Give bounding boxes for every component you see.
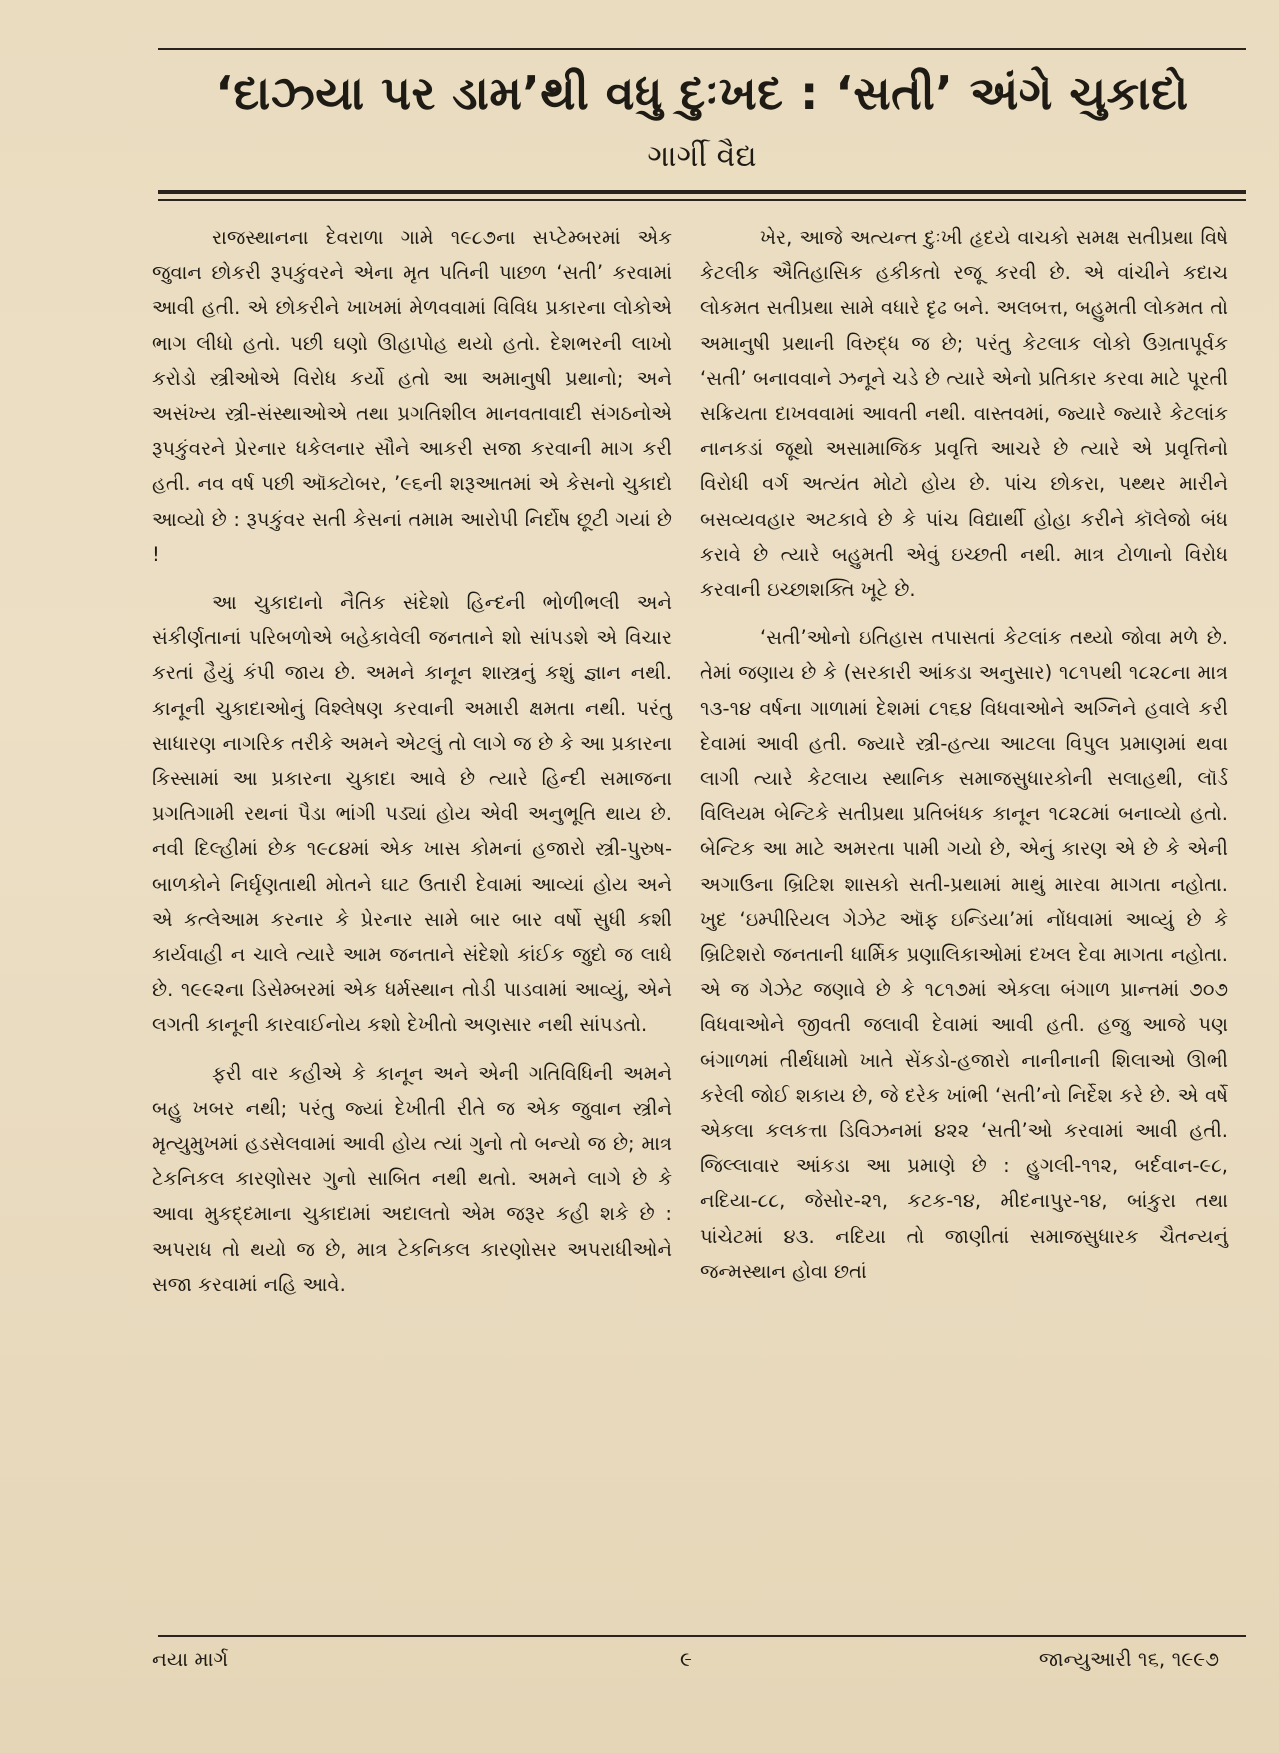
- issue-date: જાન્યુઆરી ૧૬, ૧૯૯૭: [1038, 1647, 1219, 1671]
- right-column: [700, 220, 1228, 1302]
- page-number: ૯: [680, 1647, 692, 1671]
- paragraph: ખેર, આજે અત્યન્ત દુઃખી હૃદયે વાચકો સમક્ષ સતીપ્રથા વિષે કેટલીક ઐતિહાસિક હકીકતો રજૂ કરવી છે. એ વાંચીને કદાચ લોકમત સતીપ્રથા સામે વધારે દૃઢ બને. અલબત્ત, બહુમતી લોકમત તો અમાનુષી પ્રથાની વિરુદ્ધ જ છે; પરંતુ કેટલાક લોકો ઉગ્રતાપૂર્વક ‘સતી’ બનાવવાને ઝનૂને ચડે છે ત્યારે એનો પ્રતિકાર કરવા માટે પૂરતી સક્રિયતા દાખવવામાં આવતી નથી. વાસ્તવમાં, જ્યારે જ્યારે કેટલાંક નાનકડાં જૂથો અસામાજિક પ્રવૃત્તિ આચરે છે ત્યારે એ પ્રવૃત્તિનો વિરોધી વર્ગ અત્યંત મોટો હોય છે. પાંચ છોકરા, પથ્થર મારીને બસવ્યવહાર અટકાવે છે કે પાંચ વિદ્યાર્થી હોહા કરીને કૉલેજો બંધ કરાવે છે ત્યારે બહુમતી એવું ઇચ્છતી નથી. માત્ર ટોળાનો વિરોધ કરવાની ઇચ્છાશક્તિ ખૂટે છે.: [700, 226, 1228, 602]
- paragraph: રાજસ્થાનના દેવરાળા ગામે ૧૯૮૭ના સપ્ટેમ્બરમાં એક જુવાન છોકરી રૂપકુંવરને એના મૃત પતિની પાછળ ‘સતી’ કરવામાં આવી હતી. એ છોકરીને ખાખમાં મેળવવામાં વિવિધ પ્રકારના લોકોએ ભાગ લીધો હતો. પછી ઘણો ઊહાપોહ થયો હતો. દેશભરની લાખો કરોડો સ્ત્રીઓએ વિરોધ કર્યો હતો આ અમાનુષી પ્રથાનો; અને અસંખ્ય સ્ત્રી-સંસ્થાઓએ તથા પ્રગતિશીલ માનવતાવાદી સંગઠનોએ રૂપકુંવરને પ્રેરનાર ધકેલનાર સૌને આકરી સજા કરવાની માગ કરી હતી. નવ વર્ષ પછી ઑક્ટોબર, ’૯૬ની શરૂઆતમાં એ કેસનો ચુકાદો આવ્યો છે : રૂપકુંવર સતી કેસનાં તમામ આરોપી નિર્દોષ છૂટી ગયાં છે !: [152, 226, 672, 566]
- footer-rule: [158, 1635, 1246, 1637]
- publication-name: નયા માર્ગ: [152, 1647, 229, 1671]
- article-byline: ગાર્ગી વૈદ્ય: [647, 139, 757, 174]
- header-rule-thin: [158, 199, 1246, 201]
- left-column: [152, 220, 672, 1315]
- paragraph: આ ચુકાદાનો નૈતિક સંદેશો હિન્દની ભોળીભલી અને સંકીર્ણતાનાં પરિબળોએ બહેકાવેલી જનતાને શો સાંપડશે એ વિચાર કરતાં હૈયું કંપી જાય છે. અમને કાનૂન શાસ્ત્રનું કશું જ્ઞાન નથી. કાનૂની ચુકાદાઓનું વિશ્લેષણ કરવાની અમારી ક્ષમતા નથી. પરંતુ સાધારણ નાગરિક તરીકે અમને એટલું તો લાગે જ છે કે આ પ્રકારના કિસ્સામાં આ પ્રકારના ચુકાદા આવે છે ત્યારે હિન્દી સમાજના પ્રગતિગામી રથનાં પૈડા ભાંગી પડ્યાં હોય એવી અનુભૂતિ થાય છે. નવી દિલ્હીમાં છેક ૧૯૮૪માં એક ખાસ કોમનાં હજારો સ્ત્રી-પુરુષ-બાળકોને નિર્ઘૃણતાથી મોતને ઘાટ ઉતારી દેવામાં આવ્યાં હોય અને એ કત્લેઆમ કરનાર કે પ્રેરનાર સામે બાર બાર વર્ષો સુધી કશી કાર્યવાહી ન ચાલે ત્યારે આમ જનતાને સંદેશો કાંઈક જુદો જ લાધે છે. ૧૯૯૨ના ડિસેમ્બરમાં એક ધર્મસ્થાન તોડી પાડવામાં આવ્યું, એને લગતી કાનૂની કારવાઈનોય કશો દેખીતો અણસાર નથી સાંપડતો.: [152, 591, 672, 1037]
- article-headline: ‘દાઝ્યા પર ડામ’થી વધુ દુઃખદ : ‘સતી’ અંગે ચુકાદો: [215, 66, 1189, 120]
- top-rule: [158, 48, 1246, 50]
- header-rule-thick: [158, 190, 1246, 194]
- paragraph: ફરી વાર કહીએ કે કાનૂન અને એની ગતિવિધિની અમને બહુ ખબર નથી; પરંતુ જ્યાં દેખીતી રીતે જ એક જુવાન સ્ત્રીને મૃત્યુમુખમાં હડસેલવામાં આવી હોય ત્યાં ગુનો તો બન્યો જ છે; માત્ર ટેકનિકલ કારણોસર ગુનો સાબિત નથી થતો. અમને લાગે છે કે આવા મુકદ્દમાના ચુકાદામાં અદાલતો એમ જરૂર કહી શકે છે : અપરાધ તો થયો જ છે, માત્ર ટેકનિકલ કારણોસર અપરાધીઓને સજા કરવામાં નહિ આવે.: [152, 1061, 672, 1296]
- paragraph: ‘સતી’ઓનો ઇતિહાસ તપાસતાં કેટલાંક તથ્યો જોવા મળે છે. તેમાં જણાય છે કે (સરકારી આંકડા અનુસાર) ૧૮૧૫થી ૧૮૨૮ના માત્ર ૧૩-૧૪ વર્ષના ગાળામાં દેશમાં ૮૧૬૪ વિધવાઓને અગ્નિને હવાલે કરી દેવામાં આવી હતી. જ્યારે સ્ત્રી-હત્યા આટલા વિપુલ પ્રમાણમાં થવા લાગી ત્યારે કેટલાય સ્થાનિક સમાજસુધારકોની સલાહથી, લૉર્ડ વિલિયમ બેન્ટિકે સતીપ્રથા પ્રતિબંધક કાનૂન ૧૮૨૮માં બનાવ્યો હતો. બેન્ટિક આ માટે અમરતા પામી ગયો છે, એનું કારણ એ છે કે એની અગાઉના બ્રિટિશ શાસકો સતી-પ્રથામાં માથું મારવા માગતા નહોતા. ખુદ ‘ઇમ્પીરિયલ ગેઝેટ ઑફ ઇન્ડિયા’માં નોંધવામાં આવ્યું છે કે બ્રિટિશરો જનતાની ધાર્મિક પ્રણાલિકાઓમાં દખલ દેવા માગતા નહોતા. એ જ ગેઝેટ જણાવે છે કે ૧૮૧૭માં એકલા બંગાળ પ્રાન્તમાં ૭૦૭ વિધવાઓને જીવતી જલાવી દેવામાં આવી હતી. હજુ આજે પણ બંગાળમાં તીર્થધામો ખાતે સેંકડો-હજારો નાનીનાની શિલાઓ ઊભી કરેલી જોઈ શકાય છે, જે દરેક ખાંભી ‘સતી’નો નિર્દેશ કરે છે. એ વર્ષે એકલા કલકત્તા ડિવિઝનમાં ૪૨૨ ‘સતી’ઓ કરવામાં આવી હતી. જિલ્લાવાર આંકડા આ પ્રમાણે છે : હુગલી-૧૧૨, બર્દવાન-૯૮, નદિયા-૮૮, જેસોર-૨૧, કટક-૧૪, મીદનાપુર-૧૪, બાંકુરા તથા પાંચેટમાં ૪૩. નદિયા તો જાણીતાં સમાજસુધારક ચૈતન્યનું જન્મસ્થાન હોવા છતાં: [700, 626, 1228, 1283]
